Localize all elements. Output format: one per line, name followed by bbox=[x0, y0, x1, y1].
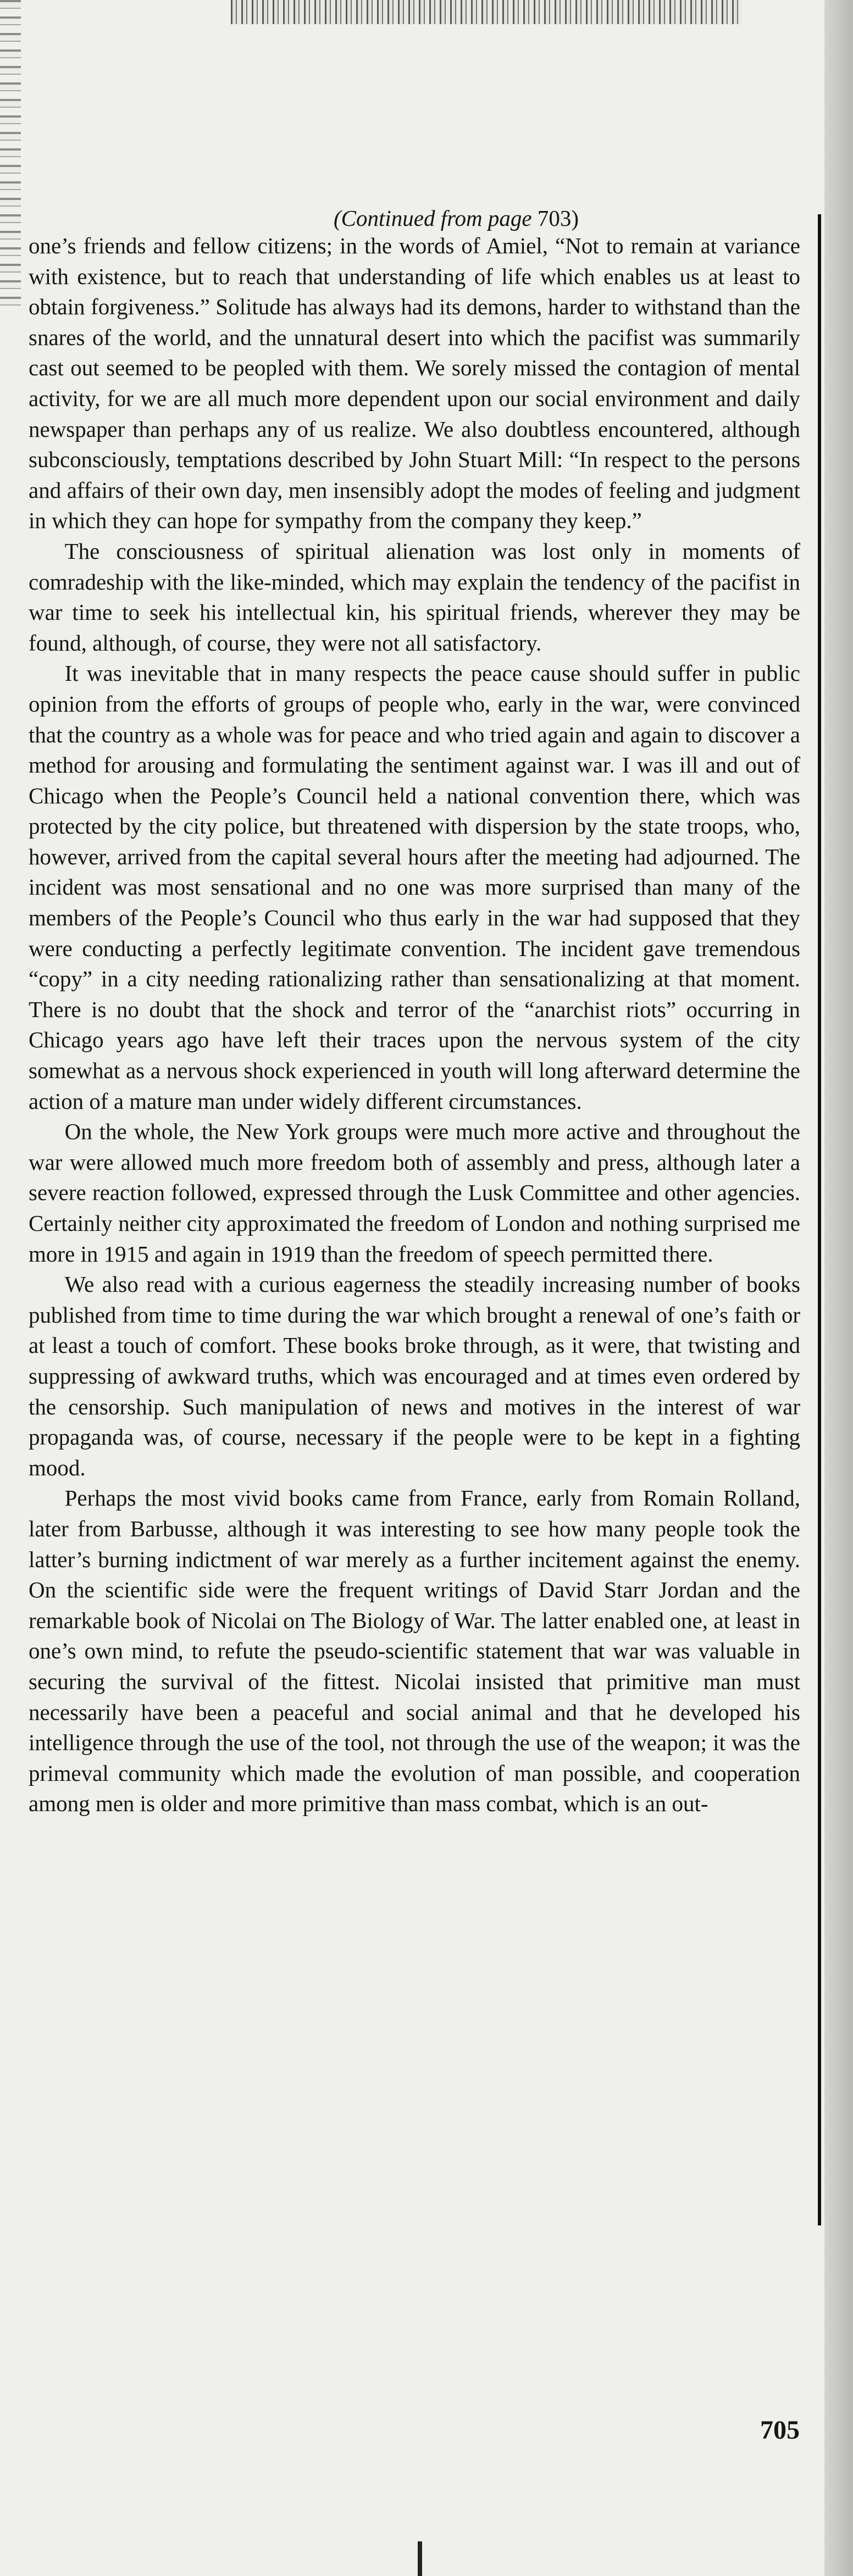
scan-top-edge bbox=[231, 0, 742, 24]
continued-note bbox=[209, 204, 704, 232]
paragraph-5: We also read with a curious eagerness the steadily increasing number of books published from time to time during the war which brought a renewal of one’s faith or at least a touch of comfort. These books broke through, as it were, that twisting and suppressing of awkward truths, which was encouraged and at times even ordered by the censorship. Such manipulation of news and motives in the interest of war propaganda was, of course, necessary if the people were to be kept in a fighting mood. bbox=[29, 1272, 800, 1480]
paragraph-6: Perhaps the most vivid books came from France, early from Romain Rolland, later from Barbusse, although it was interesting to see how many people took the latter’s burning indictment of war merely as a further incitement against the enemy. On the scientific side were the frequent writings of David Starr Jordan and the remarkable book of Nicolai on The Biology of War. The latter enabled one, at least in one’s own mind, to refute the pseudo-scientific statement that war was valuable in securing the survival of the fittest. Nicolai insisted that primitive man must necessarily have been a peaceful and social animal and that he developed his intelligence through the use of the tool, not through the use of the weapon; it was the primeval community which made the evolution of man possible, and cooperation among men is older and more primitive than mass combat, which is an out- bbox=[29, 1485, 800, 1817]
continued-page-word: page bbox=[488, 206, 532, 231]
continued-prefix: (Continued from bbox=[333, 206, 488, 231]
column-rule bbox=[818, 214, 821, 2225]
paragraph-3: It was inevitable that in many respects the peace cause should suffer in public opinion from the efforts of groups of people who, early in the war, were convinced that the country as a whole was for peace and who tried again and again to discover a method for arousing and formulating the sentiment against war. I was ill and out of Chicago when the People’s Council held a national convention there, which was protected by the city police, but threatened with dispersion by the state troops, who, however, arrived from the capital several hours after the meeting had adjourned. The incident was most sensational and no one was more surprised than many of the members of the People’s Council who thus early in the war had supposed that they were conducting a perfectly legitimate convention. The incident gave tremendous “copy” in a city needing rationalizing rather than sensationalizing at that moment. There is no doubt that the shock and terror of the “anarchist riots” occurring in Chicago years ago have left their traces upon the nervous system of the city somewhat as a nervous shock experienced in youth will long afterward determine the action of a mature man under widely different circumstances. bbox=[29, 660, 800, 1114]
continued-page-number: 703) bbox=[531, 206, 579, 231]
scan-bottom-mark bbox=[418, 2541, 422, 2576]
paragraph-4: On the whole, the New York groups were much more active and throughout the war were allowed much more freedom both of assembly and press, although later a severe reaction followed, expressed through the Lusk Committee and other agencies. Certainly neither city approximated the freedom of London and nothing surprised me more in 1915 and again in 1919 than the freedom of speech permitted there. bbox=[29, 1119, 800, 1267]
page-number: 705 bbox=[760, 2416, 800, 2445]
scan-right-edge bbox=[824, 0, 853, 2576]
paragraph-1: one’s friends and fellow citizens; in the words of Amiel, “Not to remain at variance with existence, but to reach that understanding of life which enables us at least to obtain forgiveness.” Solitude has always had its demons, harder to withstand than the snares of the world, and the unnatural desert into which the pacifist was summarily cast out seemed to be peopled with them. We sorely missed the contagion of mental activity, for we are all much more dependent upon our social environment and daily newspaper than perhaps any of us realize. We also doubtless encountered, although subconsciously, temptations described by John Stuart Mill: “In respect to the persons and affairs of their own day, men insensibly adopt the modes of feeling and judgment in which they can hope for sympathy from the company they keep.” bbox=[29, 233, 800, 534]
article-body bbox=[29, 231, 800, 1819]
scan-left-edge bbox=[0, 0, 21, 308]
paragraph-2: The consciousness of spiritual alienation was lost only in moments of comradeship with the like-minded, which may explain the tendency of the pacifist in war time to seek his intellectual kin, his spiritual friends, wherever they may be found, although, of course, they were not all satisfactory. bbox=[29, 538, 800, 656]
